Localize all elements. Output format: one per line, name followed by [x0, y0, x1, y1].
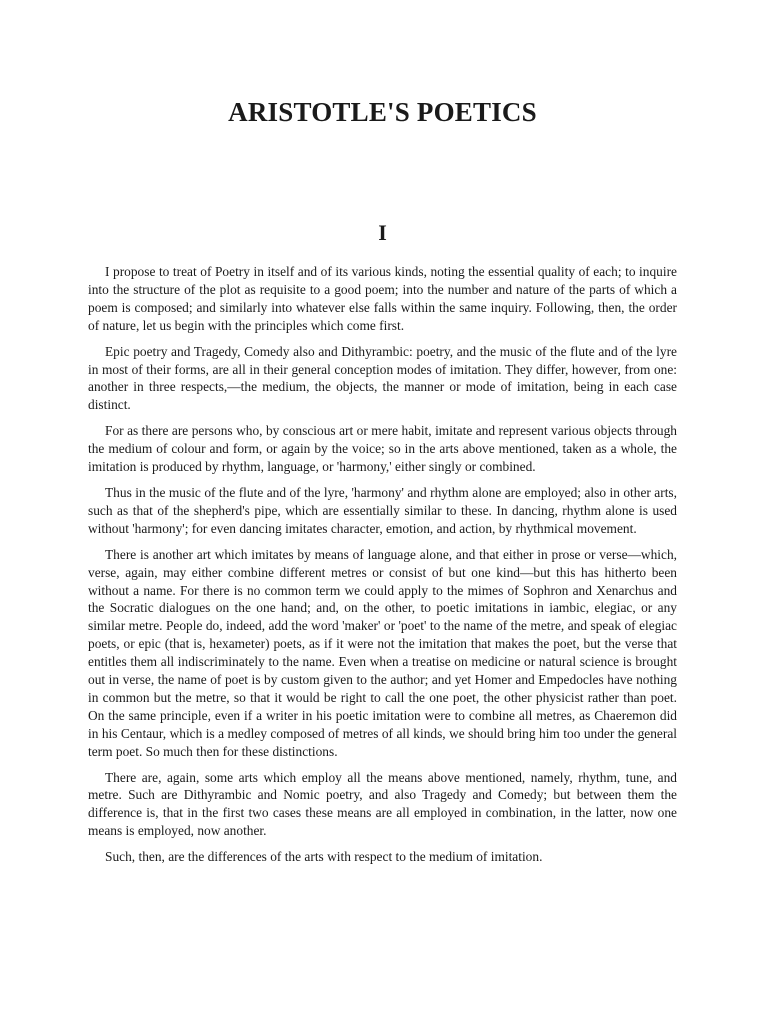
paragraph-7: Such, then, are the differences of the arts with respect to the medium of imitation. [105, 849, 543, 865]
paragraph-1: I propose to treat of Poetry in itself and of its various kinds, noting the essential quality of each; to inquire into the structure of the plot as requisite to a good poem; into the number and nature of the parts of which a poem is composed; and similarly into whatever else falls within the same inquiry. Following, then, the order of nature, let us begin with the principles which come first. [88, 264, 677, 333]
paragraph-4: Thus in the music of the flute and of the lyre, 'harmony' and rhythm alone are employed; also in other arts, such as that of the shepherd's pipe, which are essentially similar to these. In dancing, rhythm alone is used without 'harmony'; for even dancing imitates character, emotion, and action, by rhythmical movement. [88, 484, 677, 536]
body-text [88, 263, 677, 874]
paragraph-2: Epic poetry and Tragedy, Comedy also and Dithyrambic: poetry, and the music of the flute and of the lyre in most of their forms, are all in their general conception modes of imitation. They differ, however, from one: another in three respects,—the medium, the objects, the manner or mode of imitation, being in each case distinct. [88, 343, 677, 413]
chapter-heading: I [378, 220, 387, 245]
paragraph-6: There are, again, some arts which employ all the means above mentioned, namely, rhythm, tune, and metre. Such are Dithyrambic and Nomic poetry, and also Tragedy and Comedy; but between them the difference is, that in the first two cases these means are all employed in combination, in the latter, now one means is employed, now another. [88, 769, 677, 839]
paragraph-5: There is another art which imitates by means of language alone, and that either in prose or verse—which, verse, again, may either combine different metres or consist of but one kind—but this has hitherto been without a name. For there is no common term we could apply to the mimes of Sophron and Xenarchus and the Socratic dialogues on the one hand; and, on the other, to poetic imitations in iambic, elegiac, or any similar metre. People do, indeed, add the word 'maker' or 'poet' to the name of the metre, and speak of elegiac poets, or epic (that is, hexameter) poets, as if it were not the imitation that makes the poet, but the verse that entitles them all indiscriminately to the name. Even when a treatise on medicine or natural science is brought out in verse, the name of poet is by custom given to the author; and yet Homer and Empedocles have nothing in common but the metre, so that it would be right to call the one poet, the other physicist rather than poet. On the same principle, even if a writer in his poetic imitation were to combine all metres, as Chaeremon did in his Centaur, which is a medley composed of metres of all kinds, we should bring him too under the general term poet. So much then for these distinctions. [88, 546, 677, 759]
paragraph-3: For as there are persons who, by conscious art or mere habit, imitate and represent various objects through the medium of colour and form, or again by the voice; so in the arts above mentioned, taken as a whole, the imitation is produced by rhythm, language, or 'harmony,' either singly or combined. [88, 423, 677, 475]
book-title: ARISTOTLE'S POETICS [228, 97, 537, 127]
